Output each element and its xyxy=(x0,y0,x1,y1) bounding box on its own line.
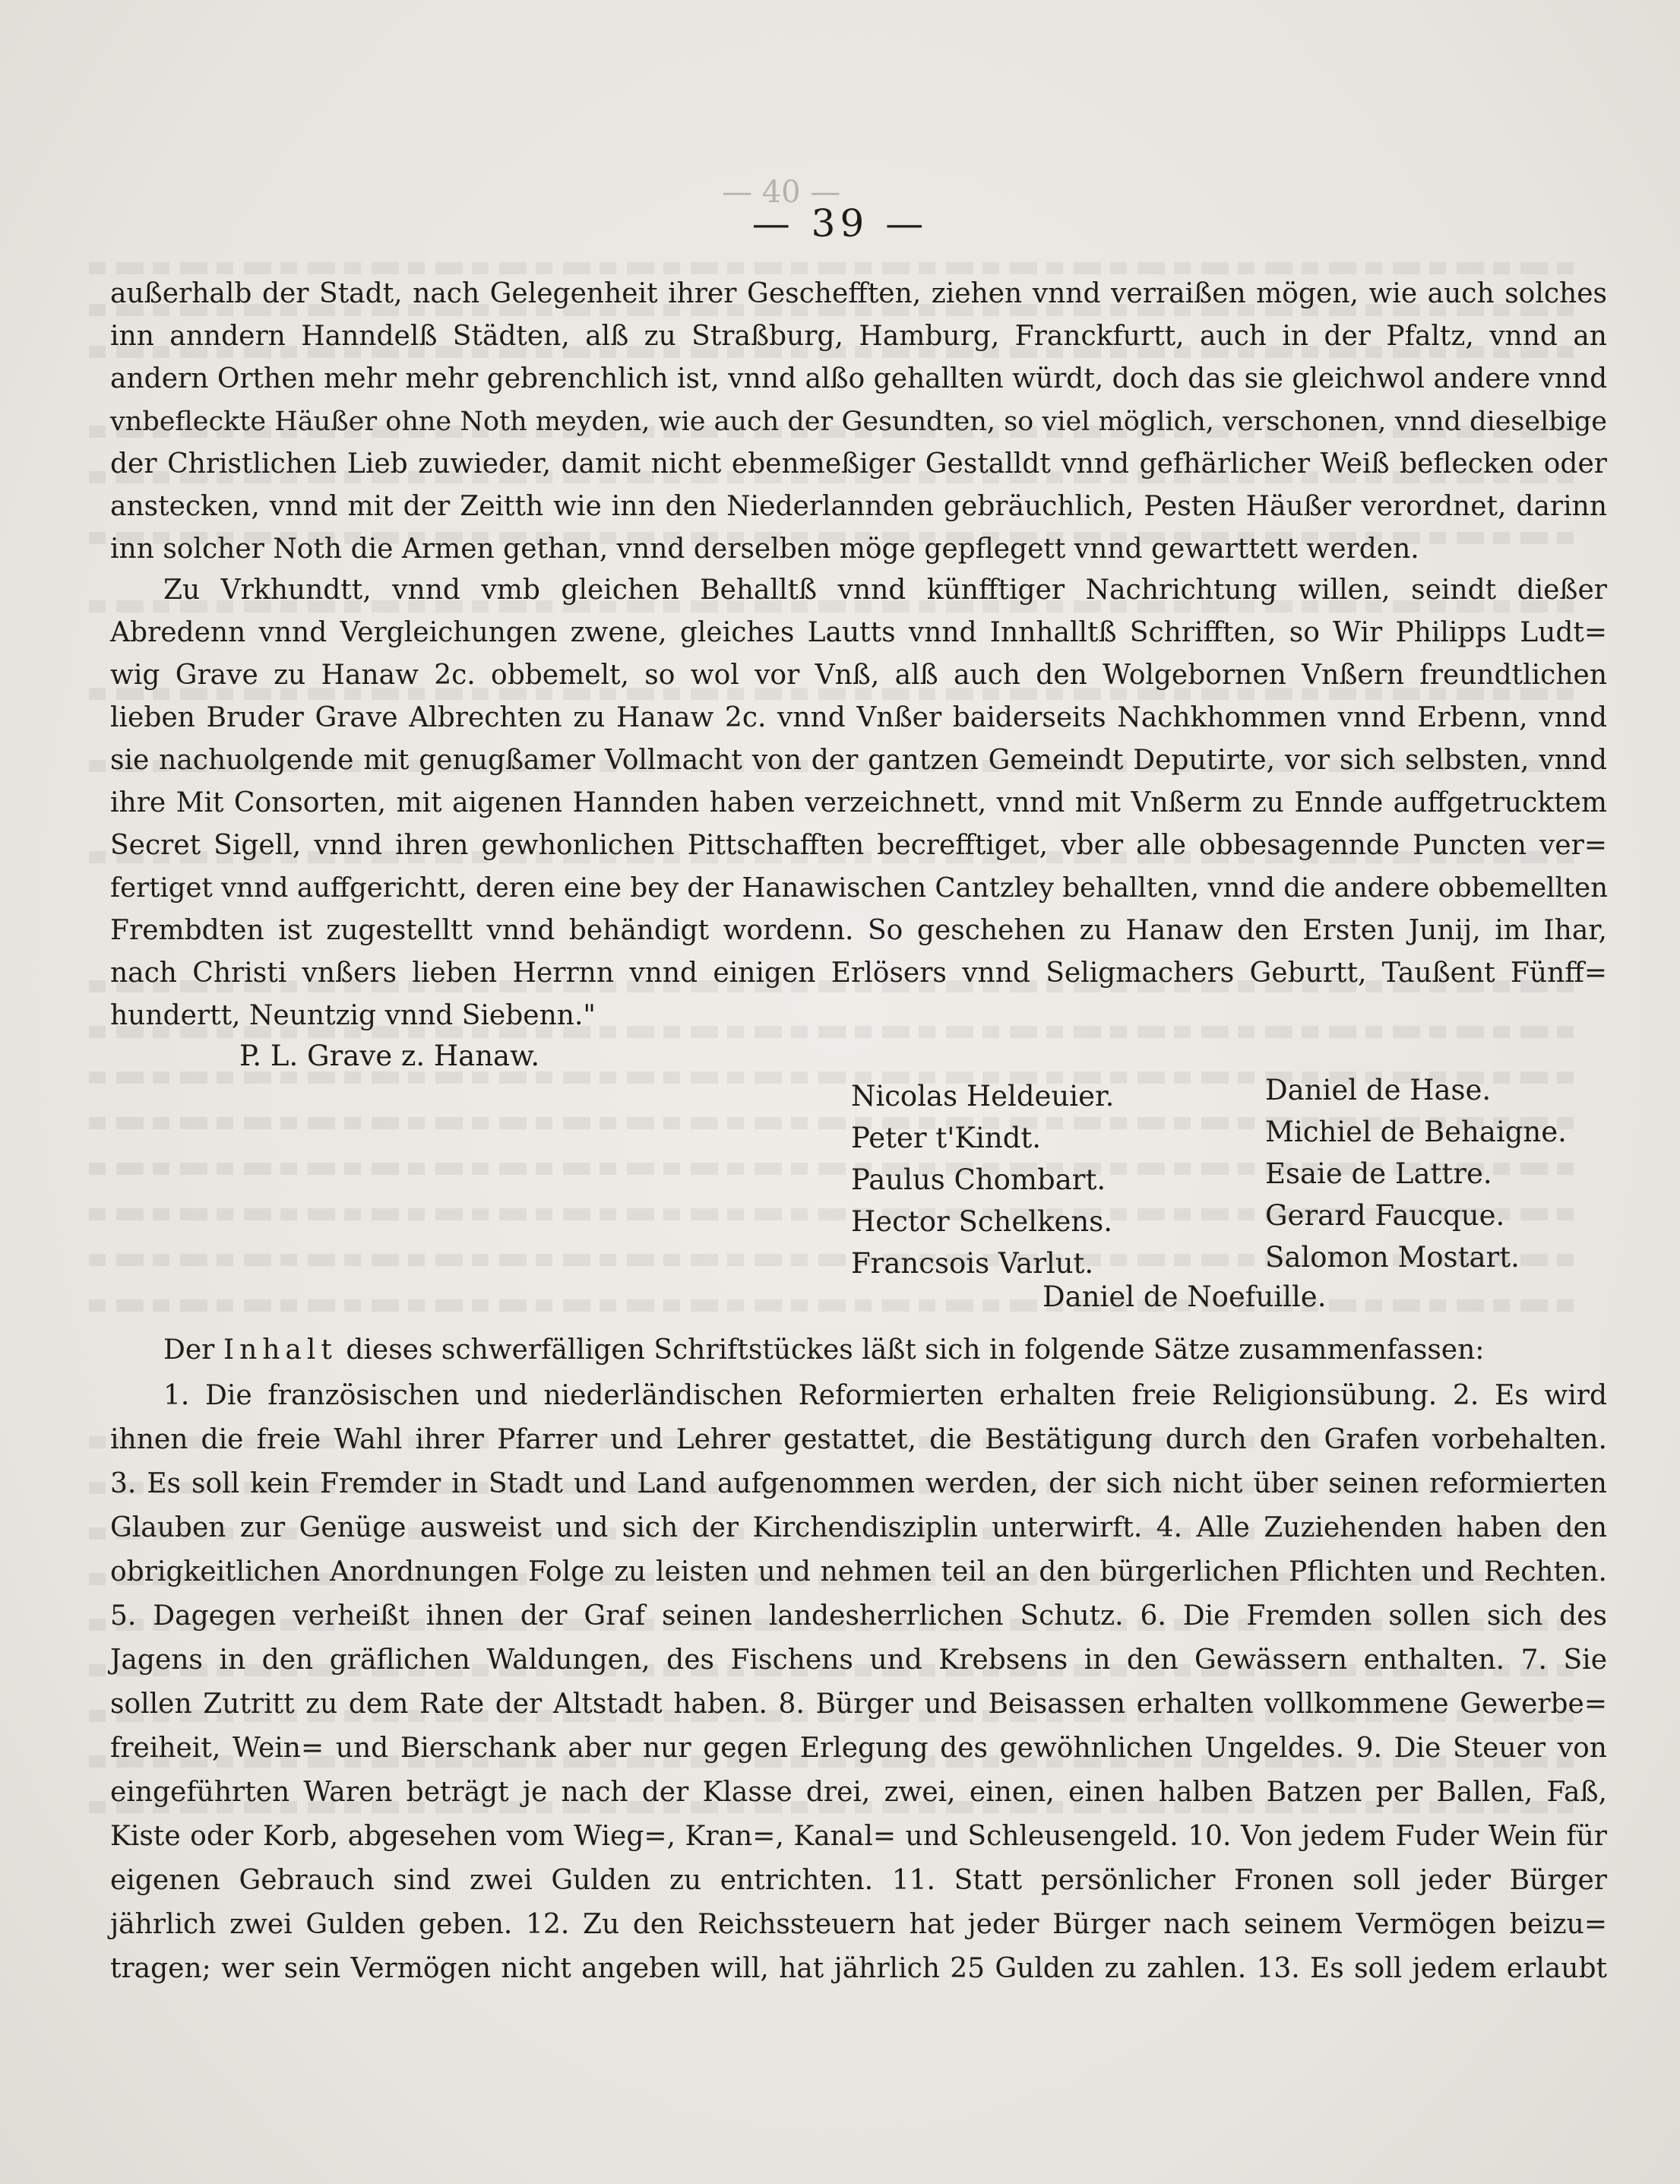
summary-lead-prefix: Der xyxy=(163,1334,215,1366)
text-line: Zu Vrkhundtt, vnnd vmb gleichen Behalltß vnnd künfftiger Nachrichtung willen, seindt dießer xyxy=(163,574,1607,606)
text-line: eigenen Gebrauch sind zwei Gulden zu entrichten. 11. Statt persönlicher Fronen soll jeder Bürger xyxy=(110,1865,1607,1896)
signer-left: Francsois Varlut. xyxy=(851,1247,1094,1280)
text-line: Frembdten ist zugestelltt vnnd behändigt wordenn. So geschehen zu Hanaw den Ersten Junij, im Ihar, xyxy=(110,915,1607,946)
text-line: anstecken, vnnd mit der Zeitth wie inn den Niederlannden gebräuchlich, Pesten Häußer verordnet, darinn xyxy=(110,491,1607,522)
signer-right: Daniel de Hase. xyxy=(1265,1074,1492,1106)
signer-left: Hector Schelkens. xyxy=(851,1205,1113,1238)
text-line: ihnen die freie Wahl ihrer Pfarrer und Lehrer gestattet, die Bestätigung durch den Grafen vorbehalten. xyxy=(110,1424,1607,1455)
text-line: 3. Es soll kein Fremder in Stadt und Land aufgenommen werden, der sich nicht über seinen reformierten xyxy=(110,1468,1607,1499)
signer-right: Michiel de Behaigne. xyxy=(1265,1116,1567,1148)
signer-bottom: Daniel de Noefuille. xyxy=(1042,1280,1327,1313)
text-line: 1. Die französischen und niederländischen Reformierten erhalten freie Religionsübung. 2. Es wird xyxy=(163,1380,1607,1411)
text-line: fertiget vnnd auffgerichtt, deren eine bey der Hanawischen Cantzley behallten, vnnd die andere obbemellten xyxy=(110,872,1608,904)
signer-right: Salomon Mostart. xyxy=(1265,1241,1520,1274)
signer-right: Gerard Faucque. xyxy=(1265,1199,1505,1232)
text-line: eingeführten Waren beträgt je nach der Klasse drei, zwei, einen, einen halben Batzen per Ballen, Faß, xyxy=(110,1777,1607,1808)
text-line: sie nachuolgende mit genugßamer Vollmacht von der gantzen Gemeindt Deputirte, vor sich selbsten, vnnd xyxy=(110,745,1607,776)
text-line: obrigkeitlichen Anordnungen Folge zu leisten und nehmen teil an den bürgerlichen Pflichten und Rechten. xyxy=(110,1556,1607,1587)
signer-left: Nicolas Heldeuier. xyxy=(851,1080,1115,1113)
text-line: Jagens in den gräflichen Waldungen, des Fischens und Krebsens in den Gewässern enthalten. 7. Sie xyxy=(110,1644,1607,1676)
text-line: sollen Zutritt zu dem Rate der Altstadt haben. 8. Bürger und Beisassen erhalten vollkommene Gewerbe= xyxy=(110,1689,1607,1720)
text-line: Abredenn vnnd Vergleichungen zwene, gleiches Lautts vnnd Innhalltß Schrifften, so Wir Philipps Ludt= xyxy=(110,617,1607,648)
text-line: andern Orthen mehr mehr gebrenchlich ist, vnnd alßo gehallten würdt, doch das sie gleichwol andere vnnd xyxy=(110,363,1608,394)
text-line: nach Christi vnßers lieben Herrnn vnnd einigen Erlösers vnnd Seligmachers Geburtt, Taußent Fünff= xyxy=(110,957,1607,989)
text-line: außerhalb der Stadt, nach Gelegenheit ihrer Geschefften, ziehen vnnd verraißen mögen, wie auch solches xyxy=(110,278,1607,309)
text-line: lieben Bruder Grave Albrechten zu Hanaw 2c. vnnd Vnßer baiderseits Nachkhommen vnnd Erbenn, vnnd xyxy=(110,702,1607,733)
count-signature: P. L. Grave z. Hanaw. xyxy=(239,1040,540,1072)
text-line: Secret Sigell, vnnd ihren gewhonlichen Pittschafften becrefftiget, vber alle obbesagennde Puncten ver= xyxy=(110,830,1607,861)
text-line: wig Grave zu Hanaw 2c. obbemelt, so wol vor Vnß, alß auch den Wolgebornen Vnßern freundtlichen xyxy=(110,660,1607,691)
text-line: Glauben zur Genüge ausweist und sich der Kirchendisziplin unterwirft. 4. Alle Zuziehenden haben den xyxy=(110,1512,1607,1543)
text-line: freiheit, Wein= und Bierschank aber nur gegen Erlegung des gewöhnlichen Ungeldes. 9. Die Steuer von xyxy=(110,1733,1607,1764)
page-number: — 39 — xyxy=(751,201,929,245)
ghost-page-number: — 40 — xyxy=(722,175,841,210)
text-line: hundertt, Neuntzig vnnd Siebenn." xyxy=(110,1000,596,1031)
text-line: jährlich zwei Gulden geben. 12. Zu den Reichssteuern hat jeder Bürger nach seinem Vermögen beizu= xyxy=(110,1909,1607,1940)
text-line: 5. Dagegen verheißt ihnen der Graf seinen landesherrlichen Schutz. 6. Die Fremden sollen sich des xyxy=(110,1600,1607,1632)
text-line: vnbefleckte Häußer ohne Noth meyden, wie auch der Gesundten, so viel möglich, verschonen, vnnd dieselbige xyxy=(110,407,1607,437)
summary-lead xyxy=(110,1331,1607,1369)
text-line: inn anndern Hanndelß Städten, alß zu Straßburg, Hamburg, Franckfurtt, auch in der Pfaltz, vnnd an xyxy=(110,321,1607,352)
signer-left: Paulus Chombart. xyxy=(851,1163,1106,1196)
signer-left: Peter t'Kindt. xyxy=(851,1122,1042,1154)
summary-lead-rest: dieses schwerfälligen Schriftstückes läßt sich in folgende Sätze zusammenfassen: xyxy=(346,1334,1485,1366)
text-line: tragen; wer sein Vermögen nicht angeben will, hat jährlich 25 Gulden zu zahlen. 13. Es soll jedem erlaubt xyxy=(110,1953,1607,1984)
text-line: Kiste oder Korb, abgesehen vom Wieg=, Kran=, Kanal= und Schleusengeld. 10. Von jedem Fuder Wein für xyxy=(110,1821,1607,1852)
summary-lead-word: Inhalt xyxy=(223,1334,337,1366)
text-line: inn solcher Noth die Armen gethan, vnnd derselben möge gepflegett vnnd gewarttett werden. xyxy=(110,533,1419,565)
signer-right: Esaie de Lattre. xyxy=(1265,1157,1492,1190)
text-line: ihre Mit Consorten, mit aigenen Hannden haben verzeichnett, vnnd mit Vnßerm zu Ennde auffgetrucktem xyxy=(110,787,1607,818)
text-line: der Christlichen Lieb zuwieder, damit nicht ebenmeßiger Gestalldt vnnd gefhärlicher Weiß beflecken oder xyxy=(110,448,1607,480)
